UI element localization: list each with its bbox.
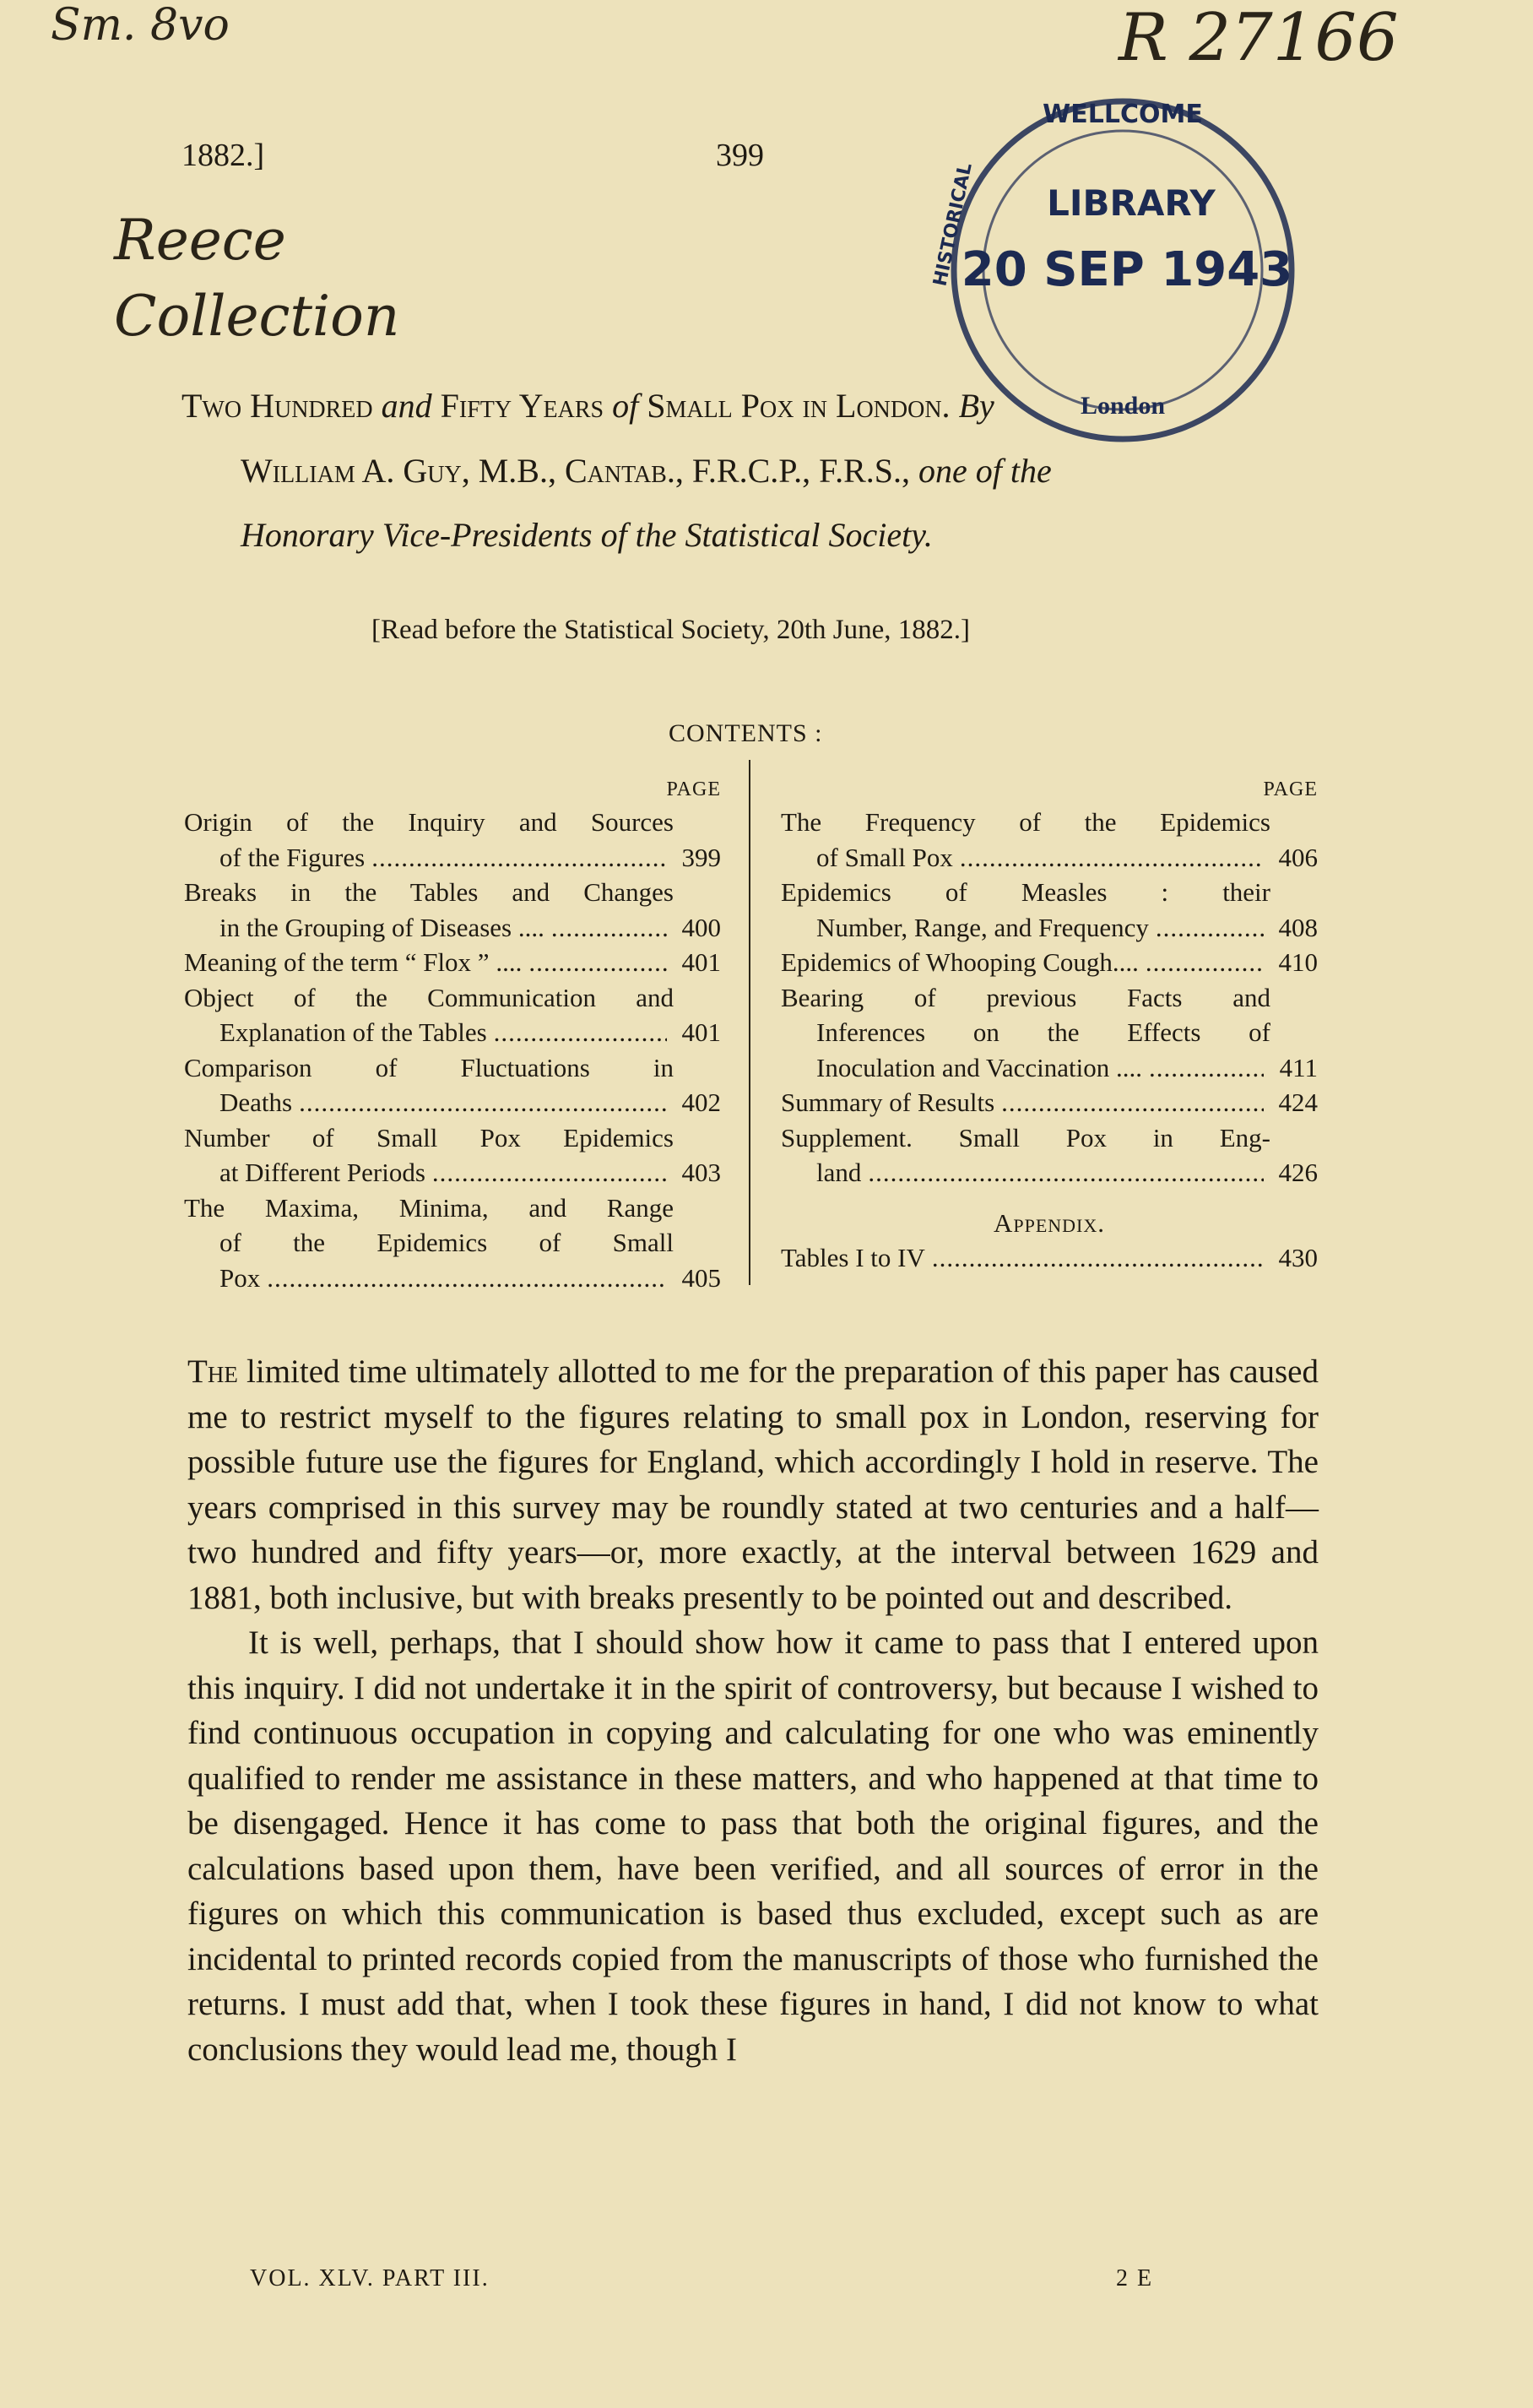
toc-entry-text: in the Grouping of Diseases .... <box>219 912 544 942</box>
toc-entry-appendix <box>781 1240 1318 1276</box>
toc-entry-line: of the Epidemics of Small <box>219 1228 674 1257</box>
toc-entry-text: Deaths <box>219 1087 293 1117</box>
toc-page-number: 426 <box>1278 1158 1318 1187</box>
footer-volume: VOL. XLV. PART III. <box>250 2265 490 2291</box>
stamp-top-text: WELLCOME <box>1043 100 1203 129</box>
toc-page-number: 399 <box>681 842 721 872</box>
toc-page-number: 430 <box>1278 1243 1318 1272</box>
toc-entry-text: Epidemics of Whooping Cough.... <box>781 947 1139 977</box>
toc-page-number: 405 <box>681 1262 721 1293</box>
toc-entry-line: Inferences on the Effects of <box>816 1017 1270 1047</box>
handwritten-note-line1: Reece <box>114 208 286 273</box>
title-part: of <box>612 387 639 425</box>
toc-entry-line <box>184 910 721 946</box>
toc-entry-line <box>781 1155 1318 1190</box>
handwritten-note-line2: Collection <box>114 284 400 349</box>
toc-page-number: 410 <box>1278 947 1318 977</box>
leader-dots <box>371 840 667 876</box>
toc-entry-text: Meaning of the term “ Flox ” .... <box>184 947 523 977</box>
leader-dots <box>868 1155 1264 1190</box>
toc-page-number: 406 <box>1278 842 1318 872</box>
toc-entry <box>184 945 721 980</box>
toc-entry <box>781 875 1318 945</box>
toc-entry-line <box>184 1155 721 1190</box>
handwritten-shelfmark: Sm. 8vo <box>51 0 230 51</box>
toc-entry <box>781 1085 1318 1120</box>
contents-page-label: PAGE <box>666 778 721 800</box>
toc-entry-line: Breaks in the Tables and Changes <box>184 877 674 907</box>
handwritten-accession-number: R 27166 <box>1119 0 1399 76</box>
toc-entry-line: Bearing of previous Facts and <box>781 982 1270 1012</box>
toc-entry-text: of Small Pox <box>816 842 953 872</box>
toc-entry-line: The Maxima, Minima, and Range <box>184 1192 674 1223</box>
toc-entry <box>184 980 721 1050</box>
paragraph-1-text: limited time ultimately allotted to me for the preparation of this paper has caused me to restrict myself to the figures relating to small pox in London, reserving for possible future use the figures for England, which accordingly I hold in reserve. The years comprised in this survey may be roundly stated at two centuries and a half—two hundred and fifty years—or, more exactly, at the interval between 1629 and 1881, both inclusive, but with breaks presently to be pointed out and described. <box>187 1353 1319 1616</box>
contents-page-label: PAGE <box>1263 778 1318 800</box>
toc-page-number: 401 <box>681 947 721 977</box>
contents-heading: CONTENTS : <box>669 719 823 747</box>
title-part: By <box>958 387 994 425</box>
toc-entry <box>184 805 721 875</box>
paragraph-1 <box>187 1349 1319 1620</box>
title-part: Small Pox in London. <box>647 387 951 425</box>
toc-entry-text: Pox <box>219 1262 261 1293</box>
toc-entry-line <box>184 840 721 876</box>
toc-page-number: 424 <box>1278 1087 1318 1117</box>
toc-entry-line: The Frequency of the Epidemics <box>781 807 1270 837</box>
toc-entry-text: of the Figures <box>219 842 366 872</box>
toc-entry-text: land <box>816 1158 862 1187</box>
toc-entry <box>184 1120 721 1190</box>
toc-entry-text: Inoculation and Vaccination .... <box>816 1052 1142 1082</box>
toc-entry <box>184 1050 721 1120</box>
leader-dots <box>299 1085 667 1120</box>
article-title-line1 <box>181 382 994 430</box>
toc-entry-line <box>781 1050 1318 1086</box>
toc-entry-text: Number, Range, and Frequency <box>816 912 1149 942</box>
footer-signature: 2 E <box>1116 2265 1154 2291</box>
body-text <box>187 1349 1319 2072</box>
stamp-left-text: HISTORICAL <box>929 160 977 289</box>
title-part: Two Hundred <box>181 387 373 425</box>
paragraph-2: It is well, perhaps, that I should show how it came to pass that I entered upon this inquiry. I did not undertake it in the spirit of controversy, but because I wished to find continuous occupation in copying and calculating for one who was eminently qualified to render me assistance in these matters, and who happened at that time to be disengaged. Hence it has come to pass that both the original figures, and the calculations based upon them, have been verified, and all sources of error in the figures on which this communication is based thus excluded, except such as are incidental to printed records copied from the manuscripts of those who furnished the returns. I must add that, when I took these figures in hand, I did not know to what conclusions they would lead me, though I <box>187 1624 1319 2068</box>
leader-dots <box>960 840 1264 876</box>
toc-entry-line <box>781 910 1318 946</box>
toc-entry <box>781 945 1318 980</box>
toc-entry-line <box>184 1085 721 1120</box>
stamp-library-text: LIBRARY <box>1047 182 1216 224</box>
author-role: one of the <box>918 452 1052 490</box>
leader-dots <box>432 1155 667 1190</box>
toc-entry-line: Number of Small Pox Epidemics <box>184 1122 674 1152</box>
toc-page-number: 411 <box>1279 1052 1318 1082</box>
article-author-line <box>241 447 1052 495</box>
toc-entry-text: Summary of Results <box>781 1087 995 1117</box>
toc-entry-line <box>781 840 1318 876</box>
toc-page-number: 403 <box>681 1158 721 1187</box>
toc-entry-line <box>184 1261 721 1296</box>
contents-divider <box>749 760 750 1285</box>
contents-left-column <box>184 773 721 1295</box>
toc-entry <box>781 805 1318 875</box>
toc-page-number: 401 <box>681 1017 721 1047</box>
toc-entry-line <box>184 945 721 980</box>
toc-entry-line <box>184 1015 721 1050</box>
toc-entry-line: Object of the Communication and <box>184 982 674 1012</box>
title-part: and <box>381 387 432 425</box>
toc-entry <box>184 875 721 945</box>
contents-right-column <box>781 773 1318 1276</box>
toc-page-number: 400 <box>681 912 721 942</box>
leader-dots <box>932 1240 1264 1276</box>
toc-entry-text: Tables I to IV <box>781 1243 925 1272</box>
toc-entry-line: Comparison of Fluctuations in <box>184 1052 674 1082</box>
toc-entry-line: Epidemics of Measles : their <box>781 877 1270 907</box>
leader-dots <box>1156 910 1264 946</box>
author-affiliation: Honorary Vice-Presidents of the Statistical Society. <box>241 516 933 554</box>
toc-entry <box>781 980 1318 1086</box>
leader-dots <box>1146 945 1264 980</box>
leader-dots <box>528 945 667 980</box>
toc-entry-line <box>781 1085 1318 1120</box>
leader-dots <box>1149 1050 1264 1086</box>
author-name: William A. Guy, M.B., Cantab., F.R.C.P., F.R.S., <box>241 452 911 490</box>
leader-dots <box>494 1015 667 1050</box>
read-note: [Read before the Statistical Society, 20th June, 1882.] <box>371 615 971 645</box>
toc-entry-line: Supplement. Small Pox in Eng- <box>781 1122 1270 1152</box>
page-number: 399 <box>716 138 764 173</box>
handwritten-margin-note <box>114 203 399 355</box>
toc-entry <box>781 1120 1318 1190</box>
toc-entry-line <box>781 945 1318 980</box>
leader-dots <box>267 1261 667 1296</box>
running-head-year: 1882.] <box>181 138 265 173</box>
appendix-heading: Appendix. <box>993 1207 1106 1238</box>
toc-entry-text: at Different Periods <box>219 1158 425 1187</box>
toc-entry <box>184 1190 721 1296</box>
leader-dots <box>551 910 667 946</box>
stamp-date: 20 SEP 1943 <box>961 242 1293 297</box>
title-part: Fifty Years <box>440 387 604 425</box>
paragraph-lead-word: The <box>187 1353 238 1390</box>
toc-page-number: 402 <box>681 1087 721 1117</box>
toc-page-number: 408 <box>1278 912 1318 942</box>
leader-dots <box>1001 1085 1264 1120</box>
toc-entry-line: Origin of the Inquiry and Sources <box>184 807 674 837</box>
toc-entry-text: Explanation of the Tables <box>219 1017 487 1047</box>
stamp-bottom-text: London <box>1080 392 1166 420</box>
